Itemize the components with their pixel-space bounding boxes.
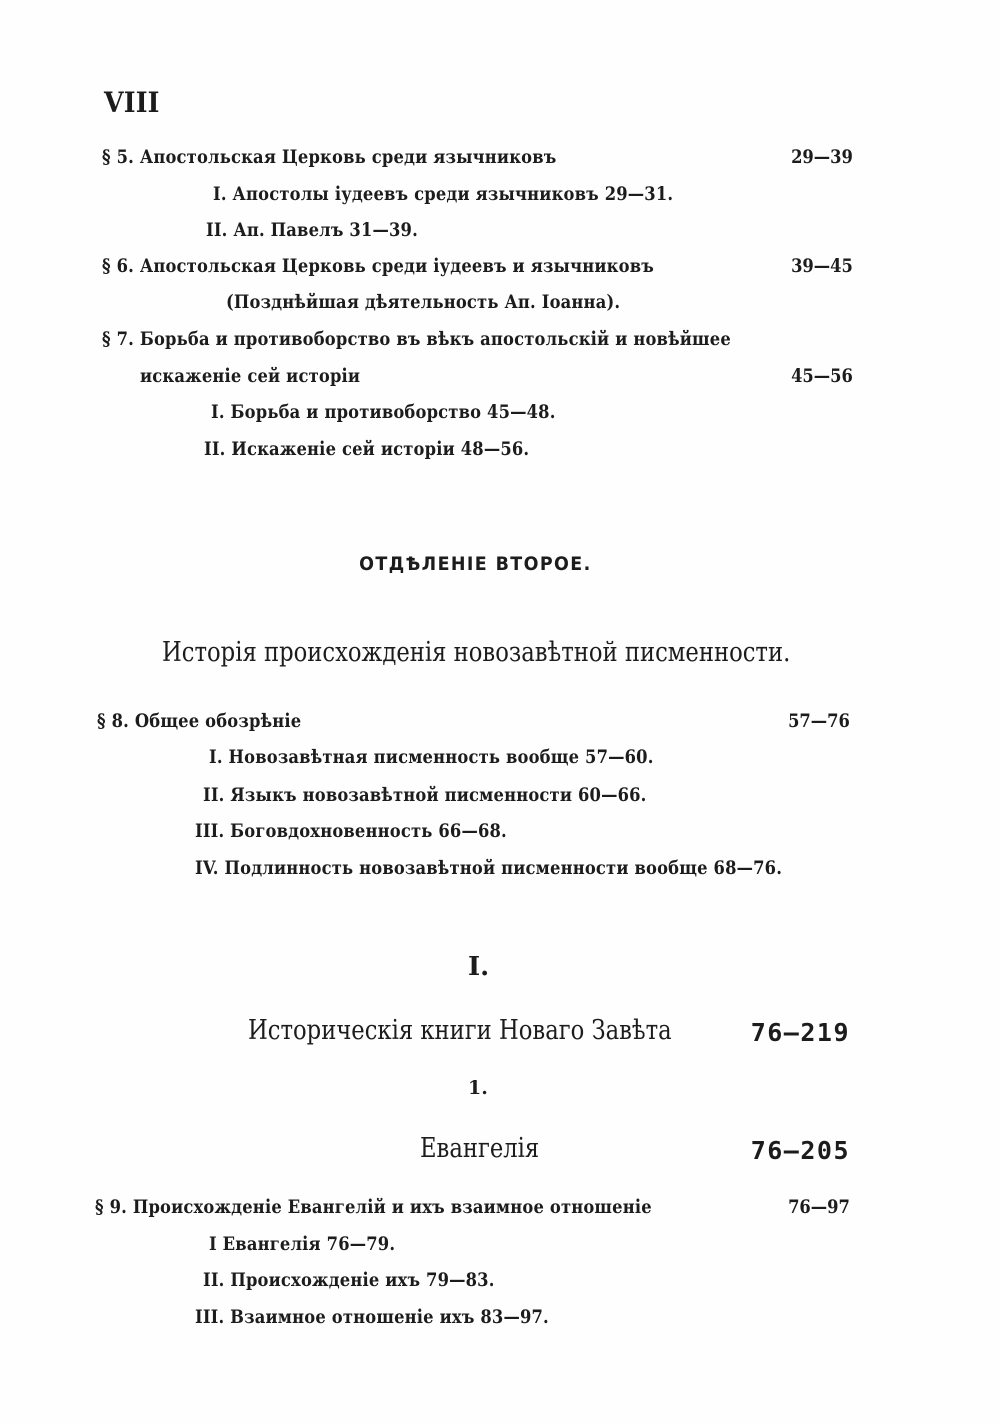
section-title: Историческія книги Новаго Завѣта: [248, 1015, 672, 1046]
page-number: VIII: [104, 86, 160, 119]
toc-subentry-7-1: I. Борьба и противоборство 45—48.: [211, 401, 556, 423]
toc-entry-section-6: § 6. Апостольская Церковь среди іудеевъ и язычниковъ: [102, 255, 654, 277]
toc-entry-section-9: § 9. Происхожденіе Евангелій и ихъ взаимное отношеніе: [95, 1196, 652, 1218]
toc-subentry-9-3: III. Взаимное отношеніе ихъ 83—97.: [195, 1306, 549, 1328]
department-subtitle: Исторія происхожденія новозавѣтной писменности.: [162, 637, 791, 668]
toc-subentry-8-1: I. Новозавѣтная писменность вообще 57—60.: [209, 746, 654, 768]
subsection-pages: 76—205: [750, 1136, 850, 1165]
toc-entry-section-7: § 7. Борьба и противоборство въ вѣкъ апостольскій и новѣйшее: [102, 328, 731, 350]
toc-subentry-5-2: II. Ап. Павелъ 31—39.: [206, 219, 418, 241]
toc-entry-section-5-pages: 29—39: [791, 146, 853, 168]
toc-subentry-6-note: (Позднѣйшая дѣятельность Ап. Іоанна).: [226, 291, 621, 313]
toc-entry-section-8-pages: 57—76: [788, 710, 850, 732]
toc-subentry-9-2: II. Происхожденіе ихъ 79—83.: [203, 1269, 495, 1291]
toc-subentry-9-1: I Евангелія 76—79.: [209, 1233, 396, 1255]
toc-subentry-8-2: II. Языкъ новозавѣтной писменности 60—66.: [203, 784, 647, 806]
department-heading: ОТДѢЛЕНІЕ ВТОРОЕ.: [358, 553, 592, 575]
toc-subentry-7-2: II. Искаженіе сей исторіи 48—56.: [204, 438, 530, 460]
subsection-title: Евангелія: [420, 1133, 540, 1164]
toc-entry-section-8: § 8. Общее обозрѣніе: [97, 710, 302, 732]
toc-entry-section-9-pages: 76—97: [788, 1196, 850, 1218]
toc-entry-section-7-cont: искаженіе сей исторіи: [140, 365, 361, 387]
toc-entry-section-6-pages: 39—45: [791, 255, 853, 277]
toc-entry-section-5: § 5. Апостольская Церковь среди язычниковъ: [102, 146, 557, 168]
toc-subentry-5-1: I. Апостолы іудеевъ среди язычниковъ 29—31.: [213, 183, 674, 205]
toc-subentry-8-3: III. Боговдохновенность 66—68.: [195, 820, 507, 842]
toc-entry-section-7-pages: 45—56: [791, 365, 853, 387]
section-numeral: I.: [468, 952, 490, 982]
section-pages: 76—219: [750, 1018, 850, 1047]
subsection-numeral: 1.: [468, 1077, 488, 1099]
toc-subentry-8-4: IV. Подлинность новозавѣтной писменности вообще 68—76.: [195, 857, 783, 879]
